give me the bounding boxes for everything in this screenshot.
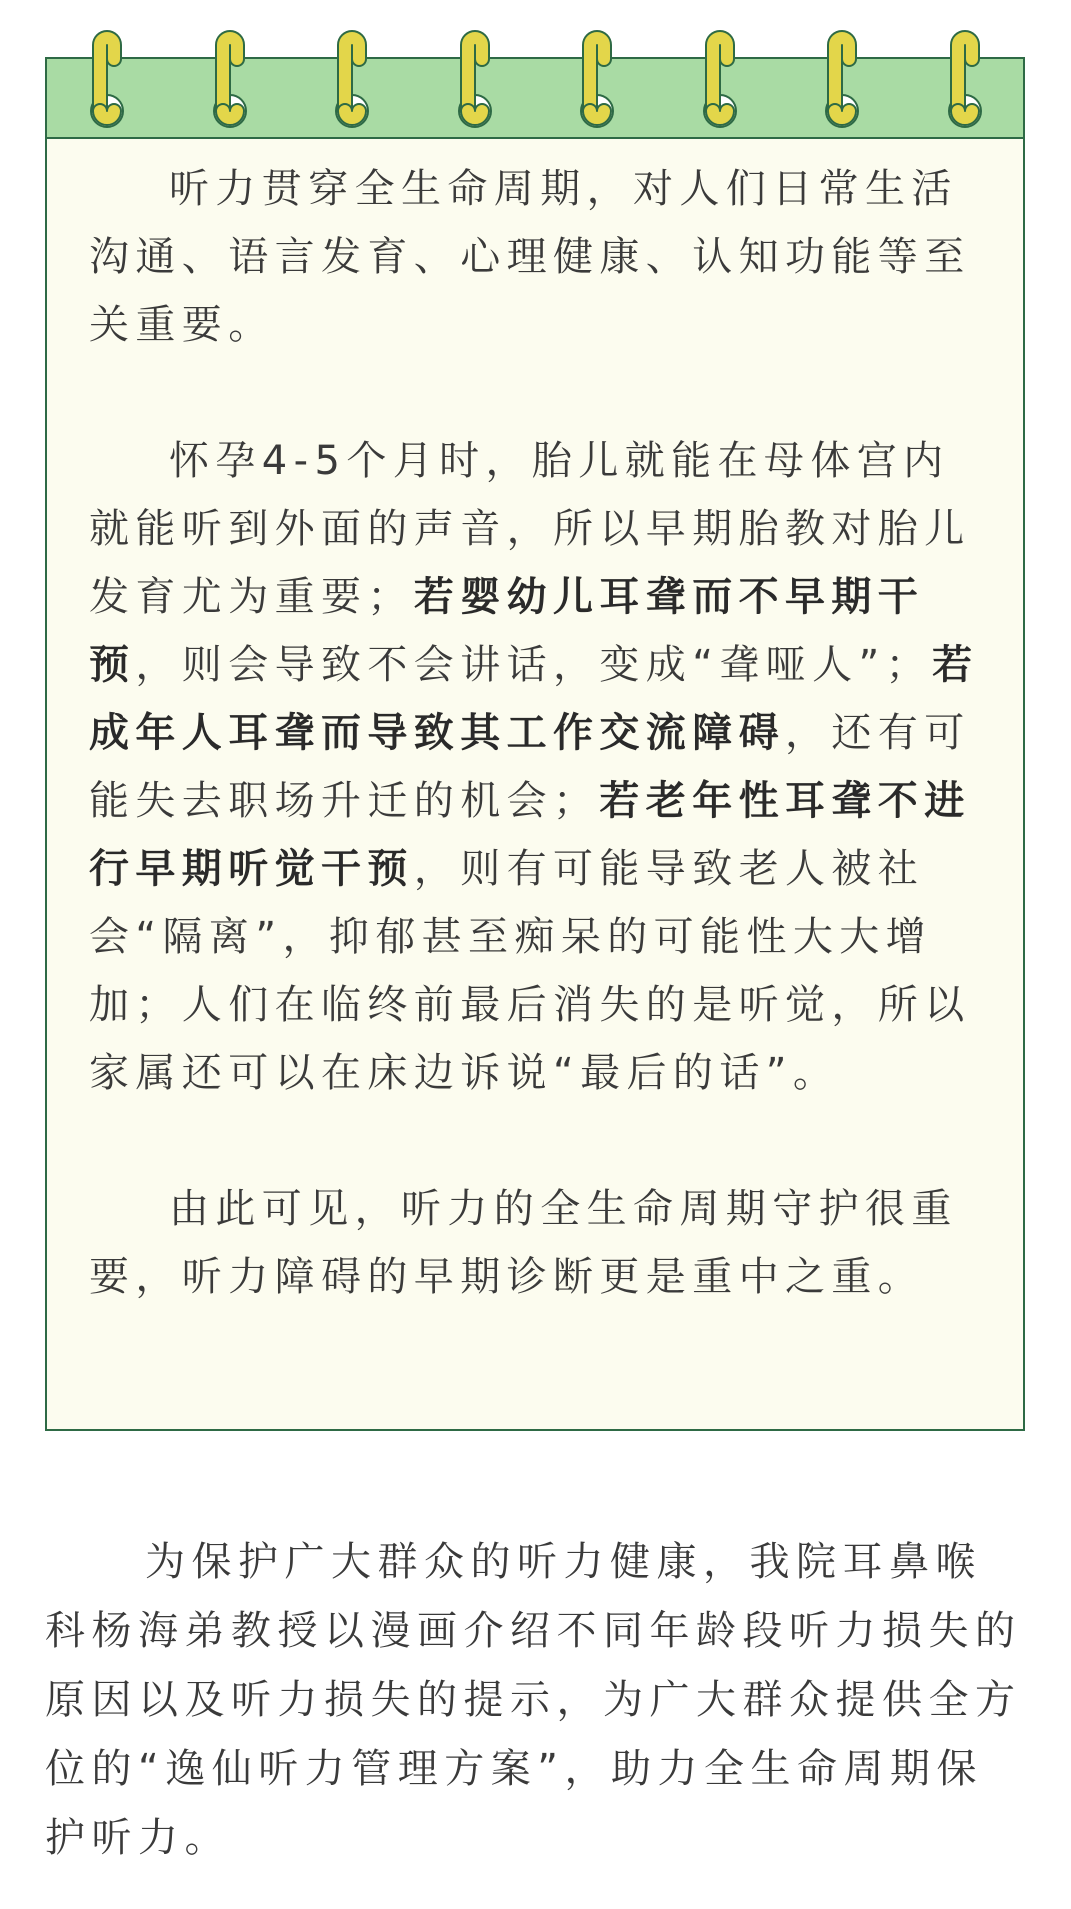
binding-ring-icon (331, 19, 373, 129)
binding-ring-icon (699, 19, 741, 129)
binding-ring-icon (821, 19, 863, 129)
text-elderly-consequence: ，则有可能导致老人被社会“隔离”，抑郁甚至痴呆的可能性大大增加；人们在临终前最后消失的是听觉，所以家属还可以在床边诉说“最后的话”。 (89, 846, 971, 1096)
binding-ring-icon (944, 19, 986, 129)
binding-ring-icon (86, 19, 128, 129)
conclusion-paragraph: 由此可见，听力的全生命周期守护很重要，听力障碍的早期诊断更是重中之重。 (89, 1186, 958, 1300)
text-adult-consequence: ，还有可能失去职场升迁的机会； (89, 710, 971, 824)
intro-paragraph: 听力贯穿全生命周期，对人们日常生活沟通、语言发育、心理健康、认知功能等至关重要。 (89, 166, 971, 348)
notebook-card (45, 57, 1025, 1431)
text-fetal: 怀孕4-5个月时，胎儿就能在母体宫内就能听到外面的声音，所以早期胎教对胎儿发育尤为重要； (89, 438, 971, 620)
lifecycle-paragraph (89, 427, 985, 1107)
emphasis-infant: 若婴幼儿耳聋而不早期干预 (89, 574, 925, 688)
emphasis-elderly: 若老年性耳聋不进行早期听觉干预 (89, 778, 971, 892)
notebook-header-strip (47, 59, 1023, 139)
hospital-program-paragraph: 为保护广大群众的听力健康，我院耳鼻喉科杨海弟教授以漫画介绍不同年龄段听力损失的原因以及听力损失的提示，为广大群众提供全方位的“逸仙听力管理方案”，助力全生命周期保护听力。 (45, 1539, 1022, 1861)
binding-ring-icon (209, 19, 251, 129)
emphasis-adult: 若成年人耳聋而导致其工作交流障碍 (89, 642, 979, 756)
text-infant-consequence: ，则会导致不会讲话，变成“聋哑人”； (135, 642, 933, 688)
binding-ring-icon (576, 19, 618, 129)
binding-ring-icon (454, 19, 496, 129)
notebook-content (89, 155, 985, 1311)
